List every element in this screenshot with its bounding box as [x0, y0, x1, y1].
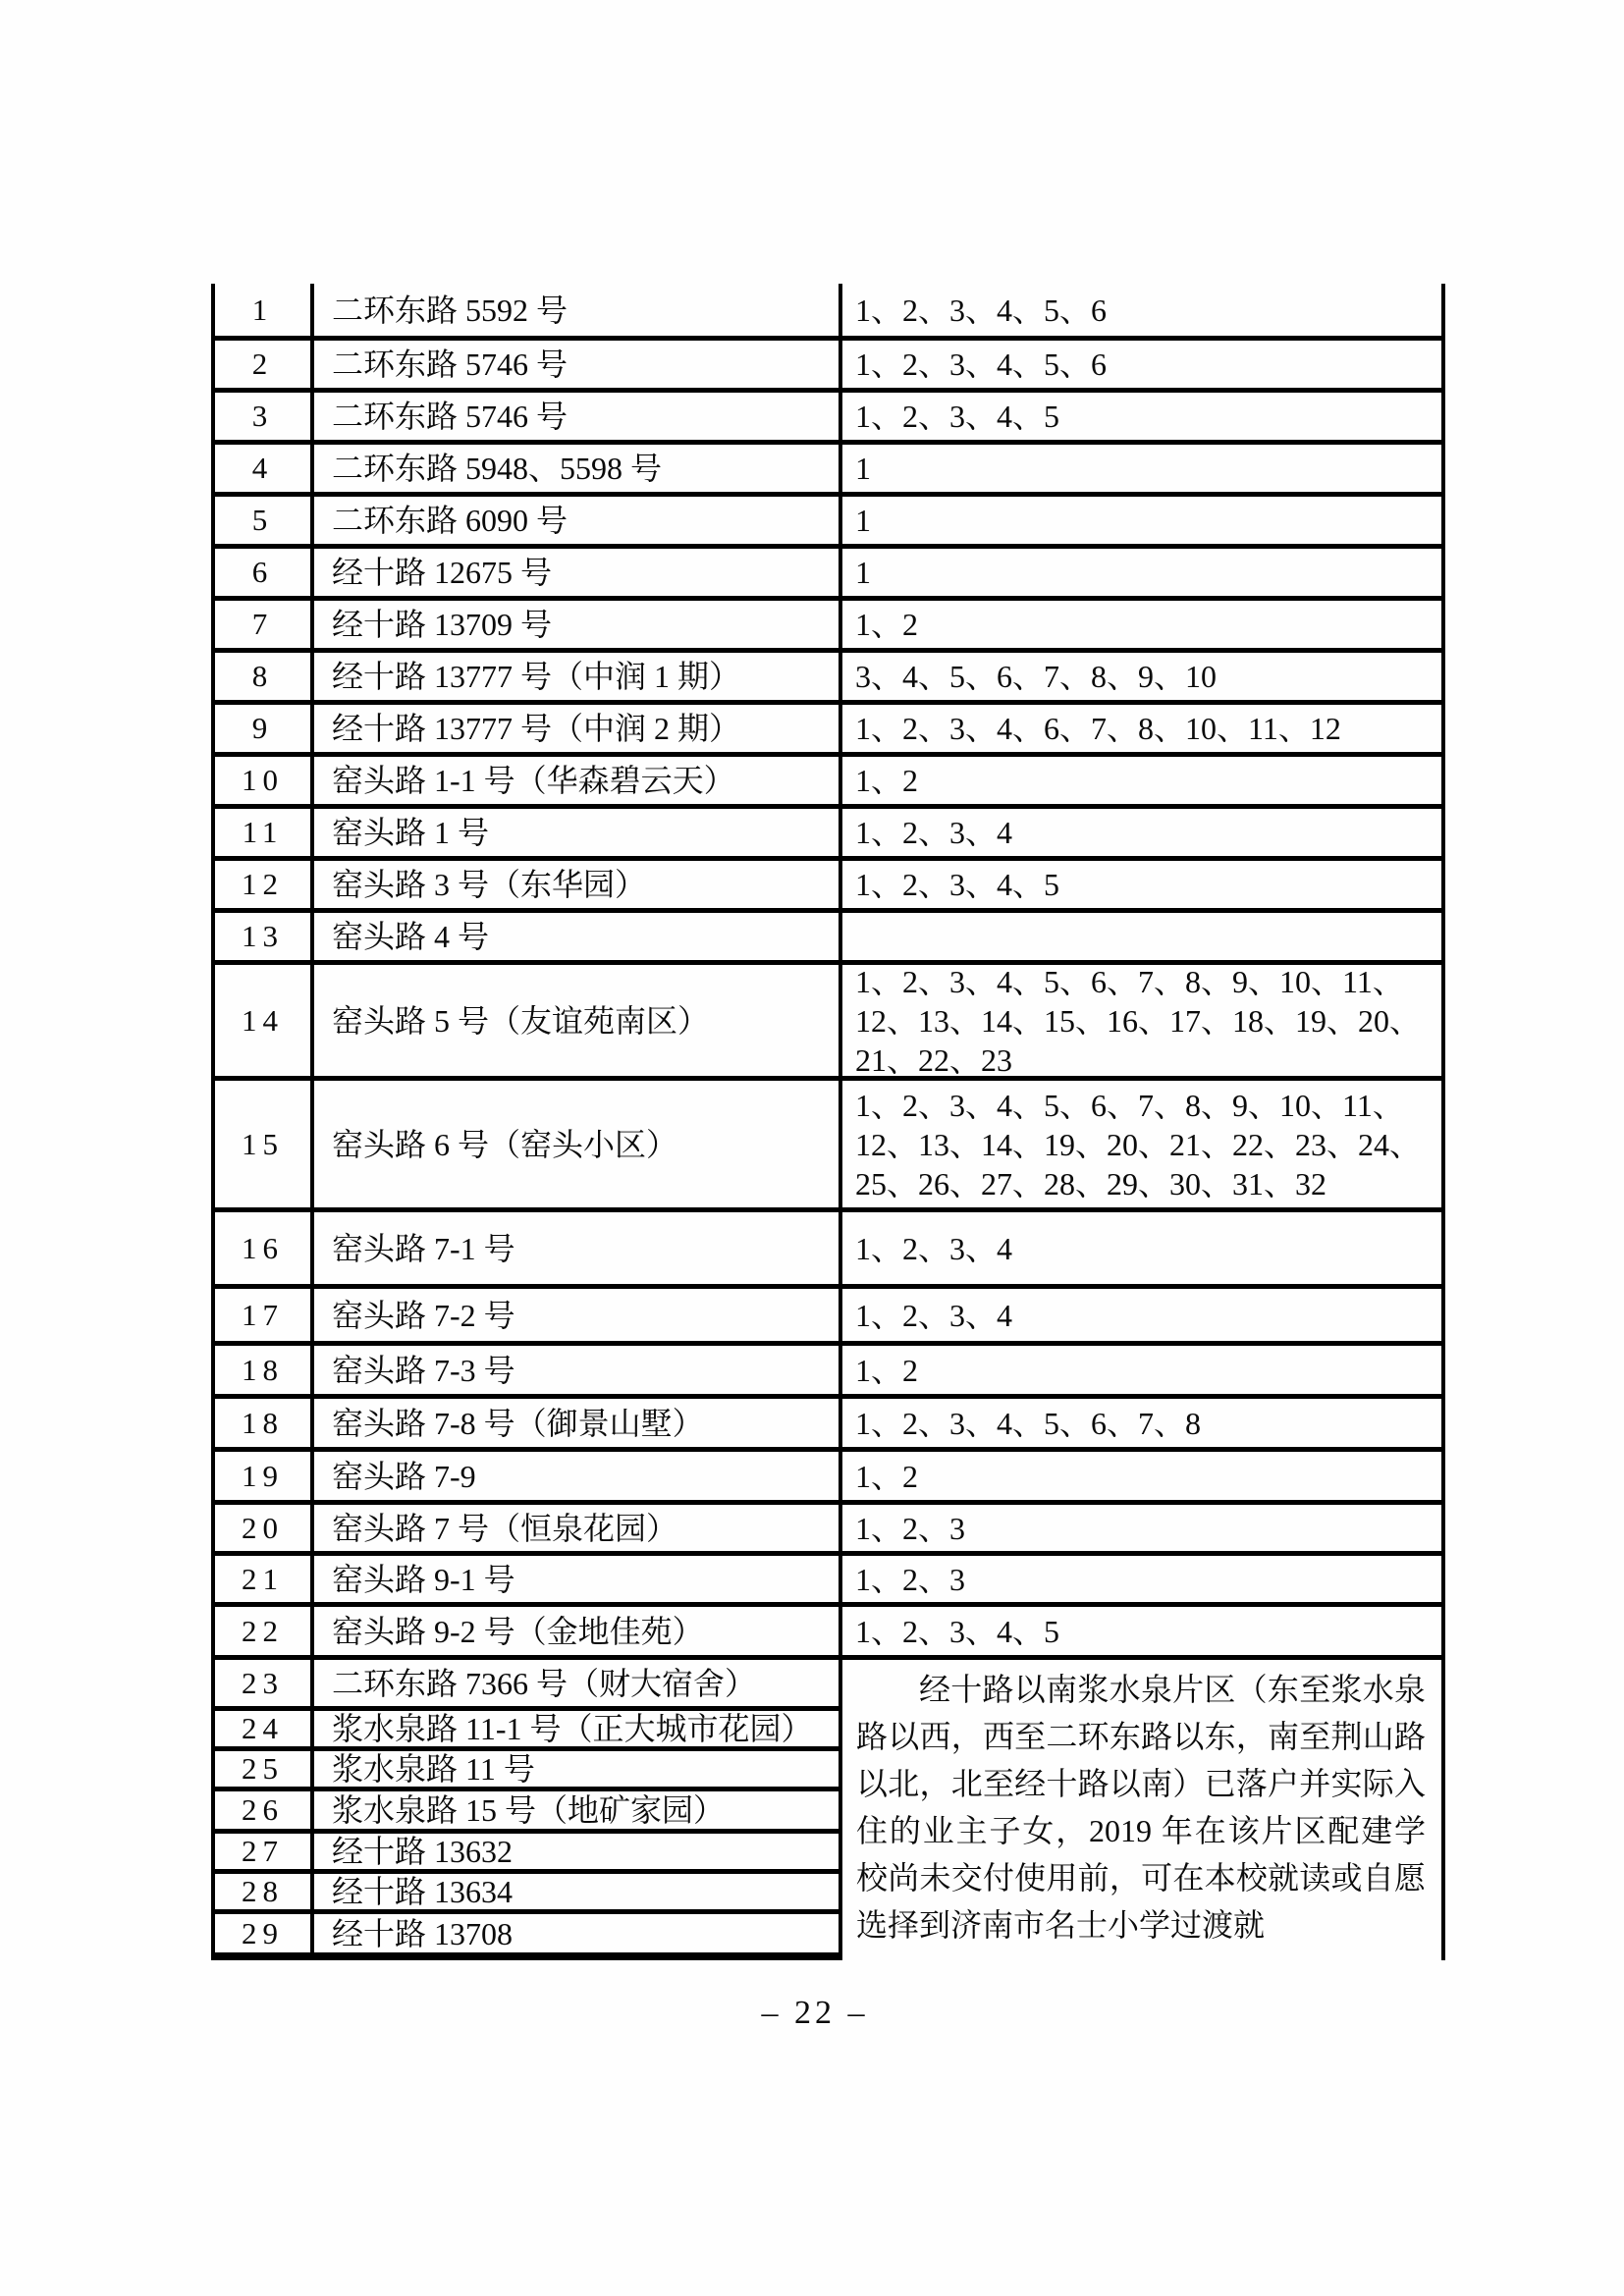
row-number-cell: 13 — [215, 908, 314, 960]
buildings-cell: 1、2 — [842, 1341, 1441, 1394]
row-number-cell: 14 — [215, 960, 314, 1076]
buildings-cell: 1 — [842, 544, 1441, 596]
note-cell — [842, 1655, 1441, 1960]
address-cell: 经十路 13708 — [314, 1909, 842, 1960]
address-cell: 经十路 13634 — [314, 1869, 842, 1909]
address-cell: 窑头路 1 号 — [314, 804, 842, 856]
buildings-cell: 1 — [842, 440, 1441, 492]
address-cell: 窑头路 7-3 号 — [314, 1341, 842, 1394]
buildings-cell: 1、2、3、4 — [842, 804, 1441, 856]
row-number-cell: 8 — [215, 648, 314, 700]
address-cell: 窑头路 7-2 号 — [314, 1284, 842, 1341]
row-number-cell: 24 — [215, 1706, 314, 1746]
address-cell: 窑头路 7-9 — [314, 1447, 842, 1500]
address-cell: 二环东路 5592 号 — [314, 284, 842, 336]
row-number-cell: 23 — [215, 1655, 314, 1706]
address-cell: 二环东路 6090 号 — [314, 492, 842, 544]
buildings-cell: 1、2、3、4、5、6、7、8、9、10、11、12、13、14、15、16、17、18、19、20、21、22、23 — [842, 960, 1441, 1076]
row-number-cell: 2 — [215, 336, 314, 388]
buildings-cell: 1、2 — [842, 596, 1441, 648]
row-number-cell: 22 — [215, 1602, 314, 1655]
row-number-cell: 27 — [215, 1829, 314, 1869]
address-cell: 窑头路 3 号（东华园） — [314, 856, 842, 908]
address-cell: 浆水泉路 15 号（地矿家园） — [314, 1787, 842, 1829]
buildings-cell: 1、2、3、4 — [842, 1207, 1441, 1284]
address-cell: 窑头路 9-1 号 — [314, 1551, 842, 1602]
row-number-cell: 3 — [215, 388, 314, 440]
row-number-cell: 10 — [215, 752, 314, 804]
buildings-cell: 1、2、3、4 — [842, 1284, 1441, 1341]
row-number-cell: 20 — [215, 1500, 314, 1551]
note-paragraph: 经十路以南浆水泉片区（东至浆水泉路以西，西至二环东路以东，南至荆山路以北，北至经十路以南）已落户并实际入住的业主子女，2019 年在该片区配建学校尚未交付使用前，可在本校就读或自愿选择到济南市名士小学过渡就 — [856, 1672, 1426, 1943]
row-number-cell: 29 — [215, 1909, 314, 1960]
row-number-cell: 7 — [215, 596, 314, 648]
row-number-cell: 5 — [215, 492, 314, 544]
page-number: – 22 – — [761, 1995, 869, 2031]
address-cell: 窑头路 5 号（友谊苑南区） — [314, 960, 842, 1076]
buildings-cell — [842, 908, 1441, 960]
buildings-cell: 3、4、5、6、7、8、9、10 — [842, 648, 1441, 700]
address-cell: 窑头路 7-8 号（御景山墅） — [314, 1394, 842, 1447]
buildings-cell: 1 — [842, 492, 1441, 544]
buildings-cell: 1、2 — [842, 1447, 1441, 1500]
address-cell: 二环东路 5746 号 — [314, 336, 842, 388]
row-number-cell: 4 — [215, 440, 314, 492]
address-cell: 经十路 13632 — [314, 1829, 842, 1869]
address-cell: 窑头路 9-2 号（金地佳苑） — [314, 1602, 842, 1655]
buildings-cell: 1、2、3、4、5、6 — [842, 336, 1441, 388]
row-number-cell: 11 — [215, 804, 314, 856]
row-number-cell: 26 — [215, 1787, 314, 1829]
address-cell: 二环东路 5948、5598 号 — [314, 440, 842, 492]
row-number-cell: 6 — [215, 544, 314, 596]
address-cell: 浆水泉路 11-1 号（正大城市花园） — [314, 1706, 842, 1746]
row-number-cell: 21 — [215, 1551, 314, 1602]
buildings-cell: 1、2、3、4、6、7、8、10、11、12 — [842, 700, 1441, 752]
buildings-cell: 1、2 — [842, 752, 1441, 804]
address-table — [211, 284, 1445, 1960]
buildings-cell: 1、2、3、4、5、6、7、8、9、10、11、12、13、14、19、20、21、22、23、24、25、26、27、28、29、30、31、32 — [842, 1076, 1441, 1207]
address-cell: 窑头路 4 号 — [314, 908, 842, 960]
address-cell: 经十路 12675 号 — [314, 544, 842, 596]
address-cell: 窑头路 6 号（窑头小区） — [314, 1076, 842, 1207]
address-cell: 经十路 13777 号（中润 1 期） — [314, 648, 842, 700]
address-cell: 窑头路 7-1 号 — [314, 1207, 842, 1284]
buildings-cell: 1、2、3、4、5 — [842, 1602, 1441, 1655]
buildings-cell: 1、2、3、4、5 — [842, 856, 1441, 908]
row-number-cell: 25 — [215, 1746, 314, 1787]
row-number-cell: 19 — [215, 1447, 314, 1500]
buildings-cell: 1、2、3 — [842, 1551, 1441, 1602]
buildings-cell: 1、2、3、4、5、6 — [855, 292, 1108, 328]
row-number-cell: 17 — [215, 1284, 314, 1341]
row-number-cell: 18 — [215, 1394, 314, 1447]
buildings-cell: 1、2、3 — [842, 1500, 1441, 1551]
row-number-cell: 15 — [215, 1076, 314, 1207]
address-cell: 经十路 13709 号 — [314, 596, 842, 648]
row-number-cell: 9 — [215, 700, 314, 752]
address-cell: 二环东路 5746 号 — [314, 388, 842, 440]
buildings-cell: 1、2、3、4、5、6、7、8 — [842, 1394, 1441, 1447]
address-cell: 窑头路 7 号（恒泉花园） — [314, 1500, 842, 1551]
address-cell: 经十路 13777 号（中润 2 期） — [314, 700, 842, 752]
row-number-cell: 18 — [215, 1341, 314, 1394]
row-number-cell: 28 — [215, 1869, 314, 1909]
address-cell: 浆水泉路 11 号 — [314, 1746, 842, 1787]
address-cell: 窑头路 1-1 号（华森碧云天） — [314, 752, 842, 804]
buildings-cell: 1、2、3、4、5 — [842, 388, 1441, 440]
address-cell: 二环东路 7366 号（财大宿舍） — [314, 1655, 842, 1706]
row-number-cell: 12 — [215, 856, 314, 908]
row-number-cell: 16 — [215, 1207, 314, 1284]
row-number-cell: 1 — [215, 284, 314, 336]
